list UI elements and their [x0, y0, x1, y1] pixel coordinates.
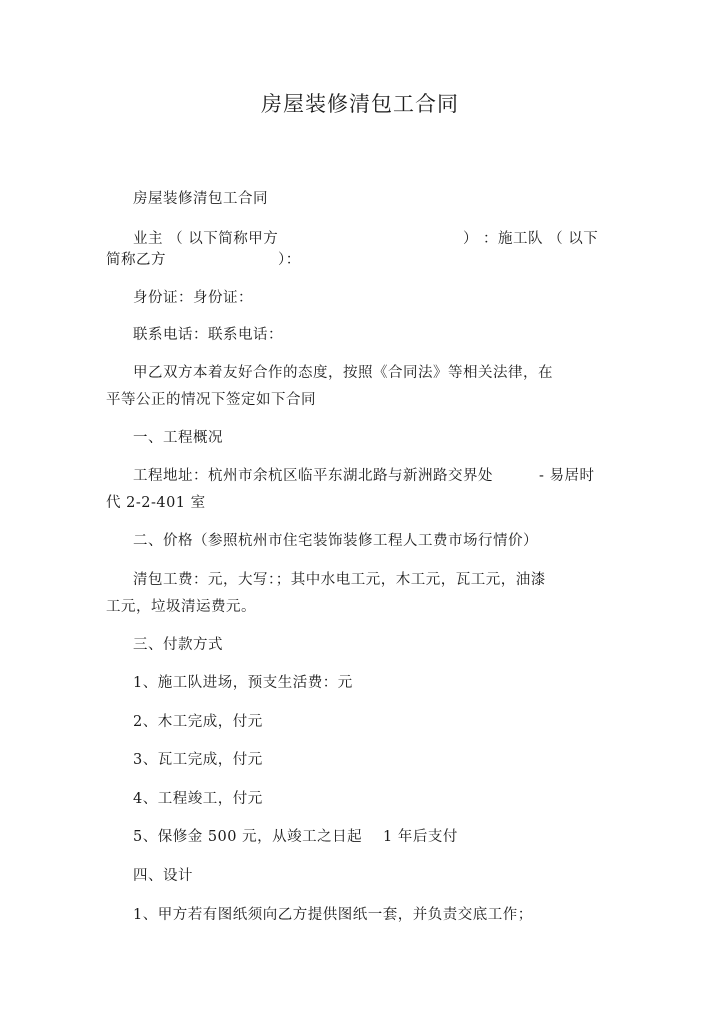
fee-line-1: 清包工费：元，大写：；其中水电工元，木工元，瓦工元，油漆 — [133, 572, 546, 588]
owner-label: 业主 （ 以下简称甲方 — [133, 231, 279, 247]
payment-item-5-a: 5、保修金 500 元，从竣工之日起 — [133, 829, 363, 845]
payment-item-3: 3、瓦工完成，付元 — [133, 752, 263, 768]
address-line-2: 代 2-2-401 室 — [106, 495, 206, 511]
payment-item-5-b: 1 年后支付 — [383, 829, 458, 845]
owner-close: ） — [463, 231, 478, 247]
phone-line: 联系电话：联系电话： — [133, 327, 283, 343]
fee-line-2: 工元，垃圾清运费元。 — [106, 599, 256, 615]
team-label: ：施工队 （ 以下 — [483, 231, 599, 247]
payment-item-1: 1、施工队进场，预支生活费：元 — [133, 675, 353, 691]
subtitle: 房屋装修清包工合同 — [133, 191, 268, 207]
section1-heading: 一、工程概况 — [133, 430, 223, 446]
section3-heading: 三、付款方式 — [133, 637, 223, 653]
address-dash: - 易居时 — [539, 468, 595, 484]
section2-heading: 二、价格（参照杭州市住宅装饰装修工程人工费市场行情价） — [133, 533, 538, 549]
payment-item-2: 2、木工完成，付元 — [133, 714, 263, 730]
intro-line-2: 平等公正的情况下签定如下合同 — [106, 392, 316, 408]
team-cont: 简称乙方 — [106, 252, 166, 268]
team-close: ）： — [278, 252, 301, 268]
payment-item-4: 4、工程竣工，付元 — [133, 791, 263, 807]
section4-heading: 四、设计 — [133, 868, 193, 884]
address-text: 工程地址：杭州市余杭区临平东湖北路与新洲路交界处 — [133, 468, 493, 484]
id-line: 身份证：身份证： — [133, 290, 253, 306]
intro-line-1: 甲乙双方本着友好合作的态度，按照《合同法》等相关法律，在 — [133, 365, 553, 381]
document-title: 房屋装修清包工合同 — [261, 92, 459, 116]
design-item-1: 1、甲方若有图纸须向乙方提供图纸一套，并负责交底工作； — [133, 907, 533, 923]
